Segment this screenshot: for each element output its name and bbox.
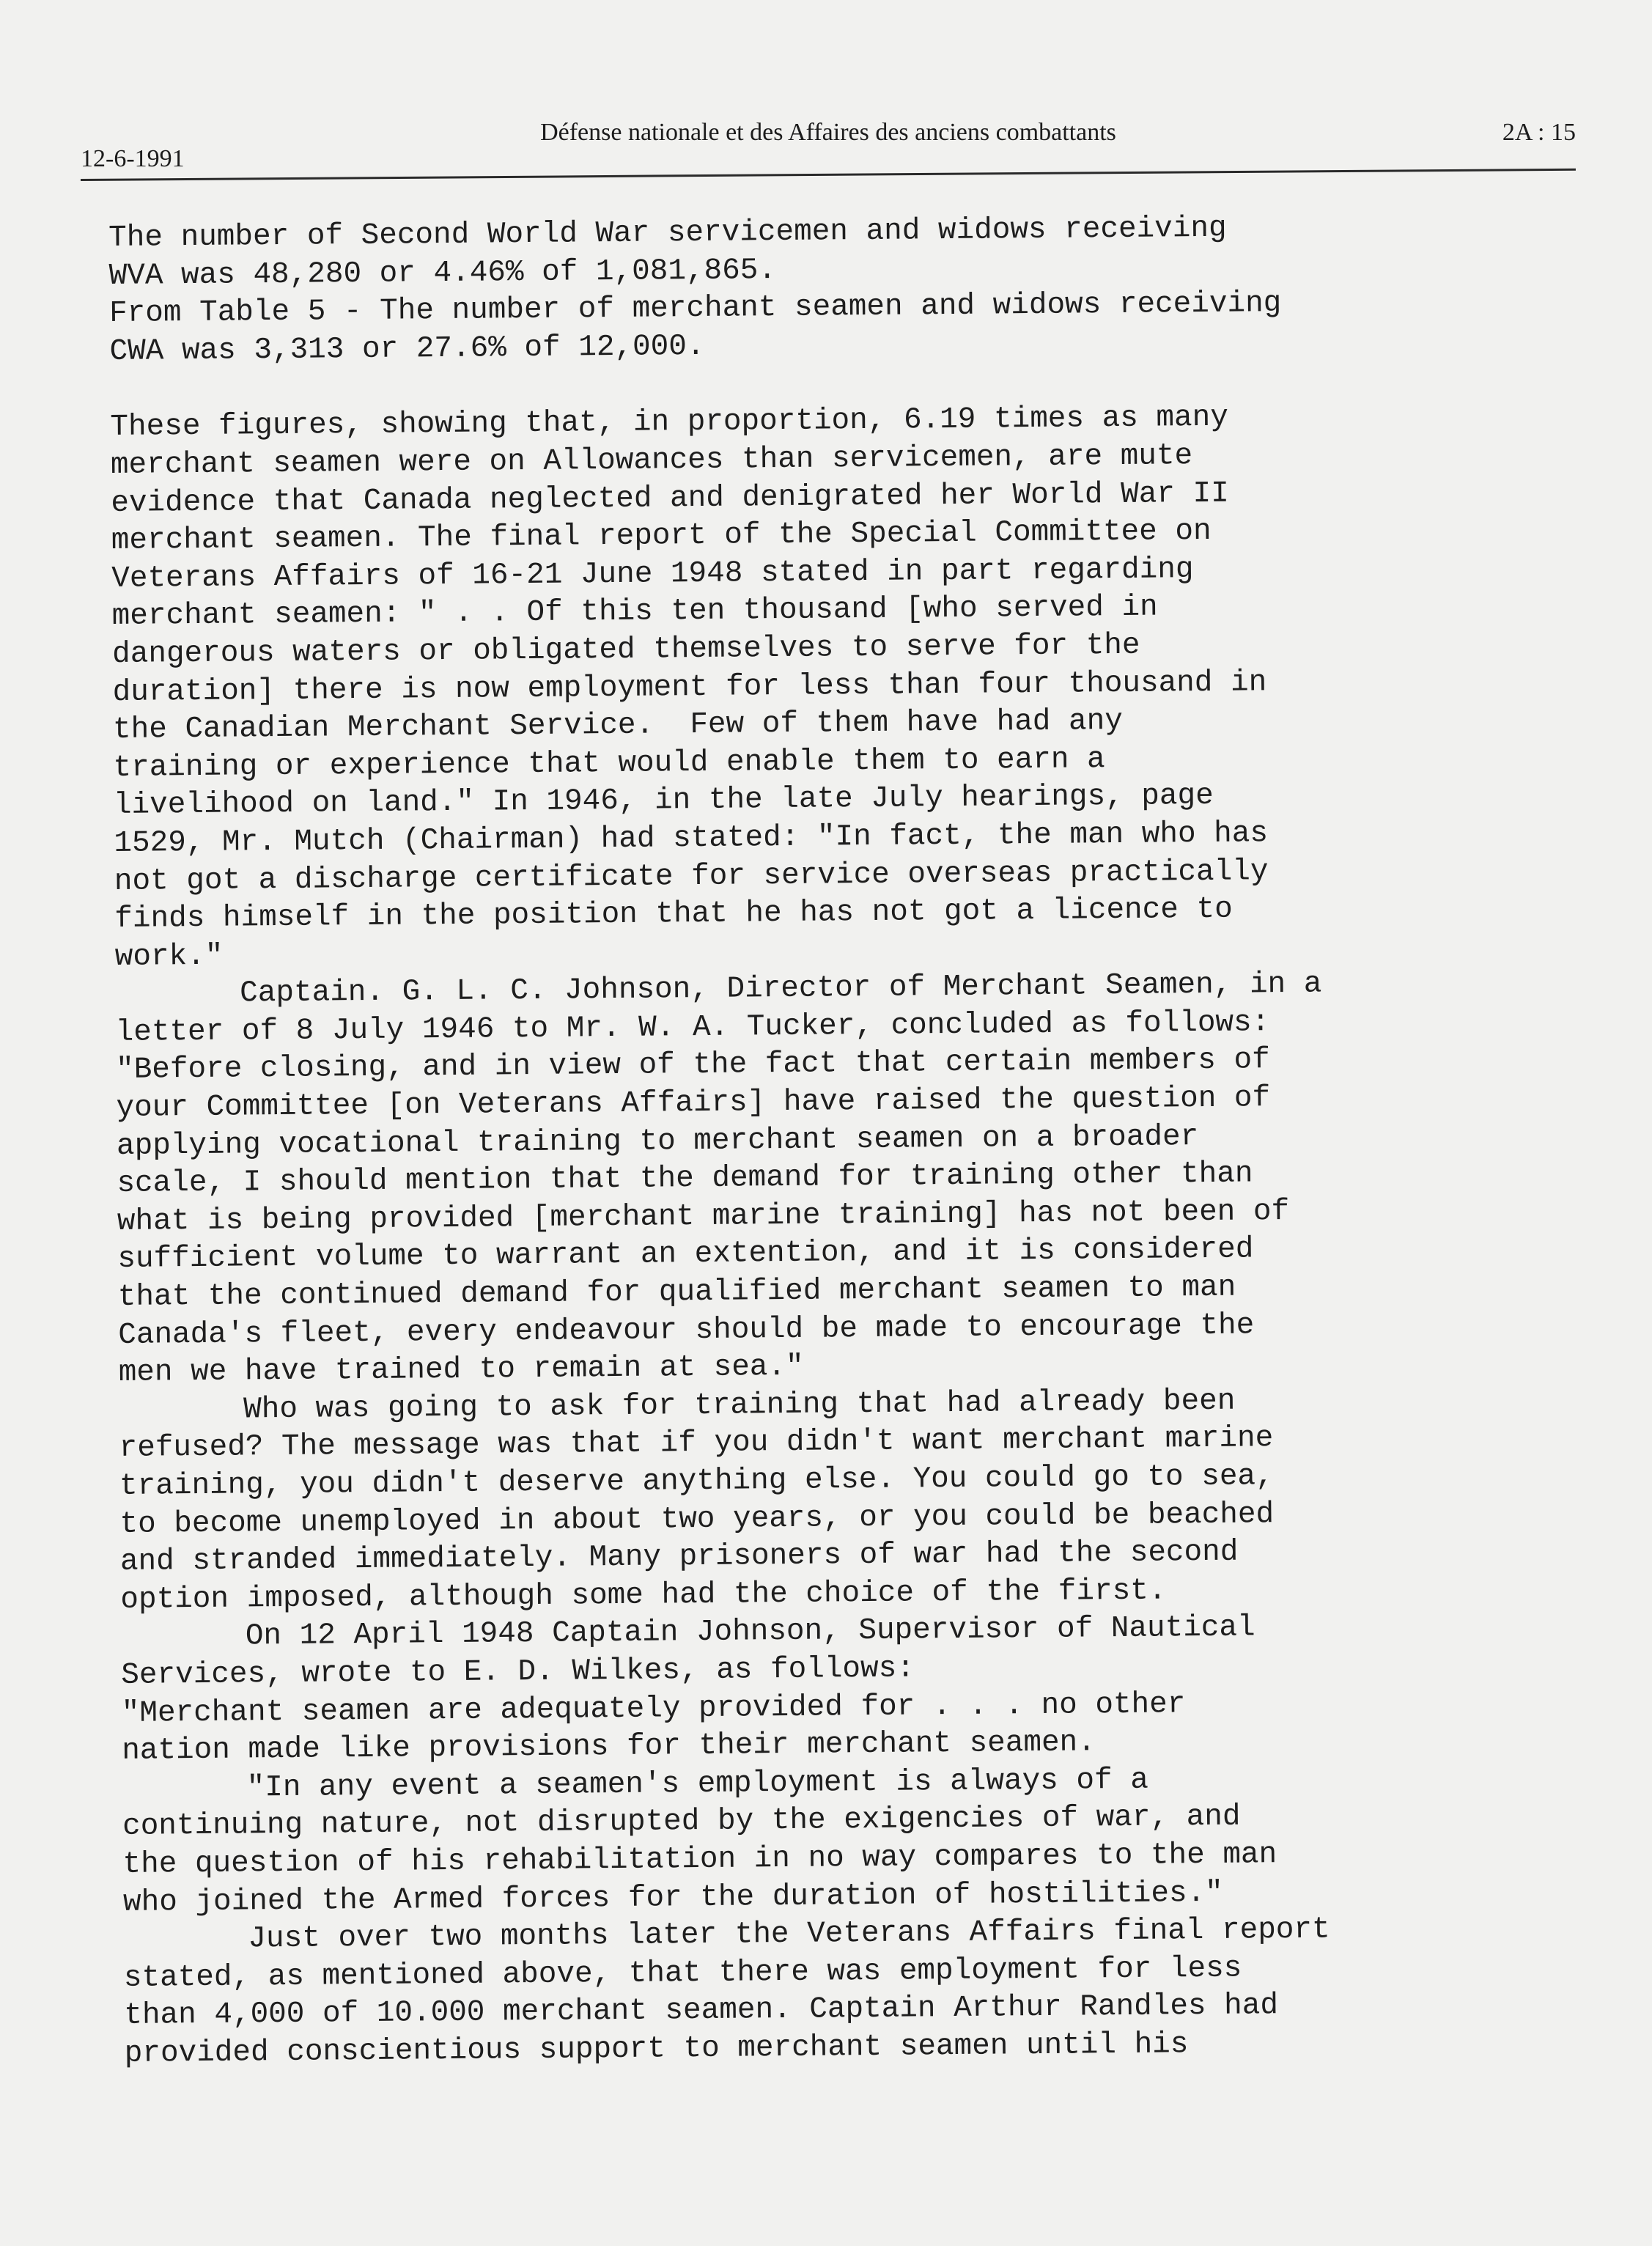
text-line: From Table 5 - The number of merchant seamen and widows receiving	[108, 287, 1282, 331]
text-line: continuing nature, not disrupted by the exigencies of war, and	[122, 1800, 1241, 1844]
text-line: sufficient volume to warrant an extention, and it is considered	[117, 1232, 1254, 1277]
text-line: and stranded immediately. Many prisoners of war had the second	[119, 1535, 1239, 1580]
paragraph	[119, 1380, 1587, 1619]
text-line: WVA was 48,280 or 4.46% of 1,081,865.	[108, 253, 777, 293]
paragraph	[108, 207, 1576, 372]
text-line: finds himself in the position that he has not got a licence to	[114, 892, 1233, 937]
text-line: stated, as mentioned above, that there was employment for less	[123, 1951, 1242, 1995]
text-line: training or experience that would enable them to earn a	[113, 742, 1105, 785]
paragraph	[123, 1910, 1590, 2074]
text-line: Services, wrote to E. D. Wilkes, as follows:	[121, 1652, 915, 1693]
text-line: the question of his rehabilitation in no way compares to the man	[122, 1838, 1277, 1882]
text-line: training, you didn't deserve anything else. You could go to sea,	[119, 1459, 1274, 1503]
text-line: provided conscientious support to merchant seamen until his	[124, 2028, 1189, 2071]
text-line: refused? The message was that if you didn't want merchant marine	[119, 1421, 1274, 1466]
text-line: the Canadian Merchant Service. Few of them have had any	[112, 704, 1124, 748]
paragraph	[122, 1758, 1589, 1922]
text-line: what is being provided [merchant marine training] has not been of	[117, 1194, 1290, 1239]
header-date: 12-6-1991	[81, 145, 185, 172]
text-line: "Merchant seamen are adequately provided for . . . no other	[121, 1687, 1186, 1731]
text-line: merchant seamen. The final report of the Special Committee on	[111, 515, 1212, 559]
text-line: The number of Second World War servicemen and widows receiving	[108, 211, 1227, 255]
text-line: scale, I should mention that the demand for training other than	[117, 1157, 1253, 1201]
text-line: Just over two months later the Veterans Affairs final report	[248, 1912, 1330, 1956]
text-line: merchant seamen: " . . Of this ten thousand [who served in	[111, 590, 1158, 634]
text-line: These figures, showing that, in proportion, 6.19 times as many	[110, 401, 1229, 445]
text-line: letter of 8 July 1946 to Mr. W. A. Tucker, concluded as follows:	[115, 1006, 1270, 1050]
text-line: duration] there is now employment for less than four thousand in	[112, 665, 1267, 710]
page-header	[81, 110, 1576, 183]
text-line: your Committee [on Veterans Affairs] have raised the question of	[116, 1081, 1271, 1126]
text-line: nation made like provisions for their merchant seamen.	[122, 1726, 1096, 1769]
text-line: CWA was 3,313 or 27.6% of 12,000.	[109, 329, 705, 369]
text-line: applying vocational training to merchant seamen on a broader	[116, 1119, 1199, 1163]
header-title: Défense nationale et des Affaires des anciens combattants	[540, 119, 1116, 146]
text-line: to become unemployed in about two years, or you could be beached	[119, 1497, 1275, 1542]
text-line: Canada's fleet, every endeavour should be made to encourage the	[118, 1308, 1255, 1352]
body-text	[108, 207, 1590, 2074]
text-line: Veterans Affairs of 16-21 June 1948 stated in part regarding	[111, 552, 1194, 596]
text-line: "In any event a seamen's employment is always of a	[246, 1763, 1149, 1805]
text-line: work."	[114, 939, 224, 974]
text-line: Captain. G. L. C. Johnson, Director of Merchant Seamen, in a	[240, 967, 1322, 1011]
text-line: not got a discharge certificate for service overseas practically	[114, 854, 1269, 899]
paragraph	[115, 964, 1585, 1393]
text-line: than 4,000 of 10.000 merchant seamen. Captain Arthur Randles had	[124, 1989, 1279, 2033]
paragraph	[121, 1607, 1588, 1771]
text-line: merchant seamen were on Allowances than servicemen, are mute	[110, 439, 1193, 482]
header-rule	[81, 169, 1576, 181]
text-line: who joined the Armed forces for the duration of hostilities."	[122, 1876, 1224, 1920]
text-line: option imposed, although some had the choice of the first.	[120, 1574, 1167, 1617]
text-line: Who was going to ask for training that had already been	[243, 1384, 1236, 1427]
text-line: "Before closing, and in view of the fact that certain members of	[115, 1043, 1270, 1088]
text-line: livelihood on land." In 1946, in the late July hearings, page	[113, 779, 1214, 823]
header-page-number: 2A : 15	[1502, 119, 1576, 146]
paragraph	[110, 397, 1581, 976]
text-line: dangerous waters or obligated themselves to serve for the	[111, 628, 1140, 671]
text-line: men we have trained to remain at sea."	[118, 1350, 804, 1391]
text-line: that the continued demand for qualified merchant seamen to man	[117, 1270, 1236, 1314]
text-line: evidence that Canada neglected and denigrated her World War II	[111, 476, 1229, 520]
text-line: 1529, Mr. Mutch (Chairman) had stated: "In fact, the man who has	[114, 817, 1269, 861]
text-line: On 12 April 1948 Captain Johnson, Supervisor of Nautical	[245, 1610, 1255, 1654]
